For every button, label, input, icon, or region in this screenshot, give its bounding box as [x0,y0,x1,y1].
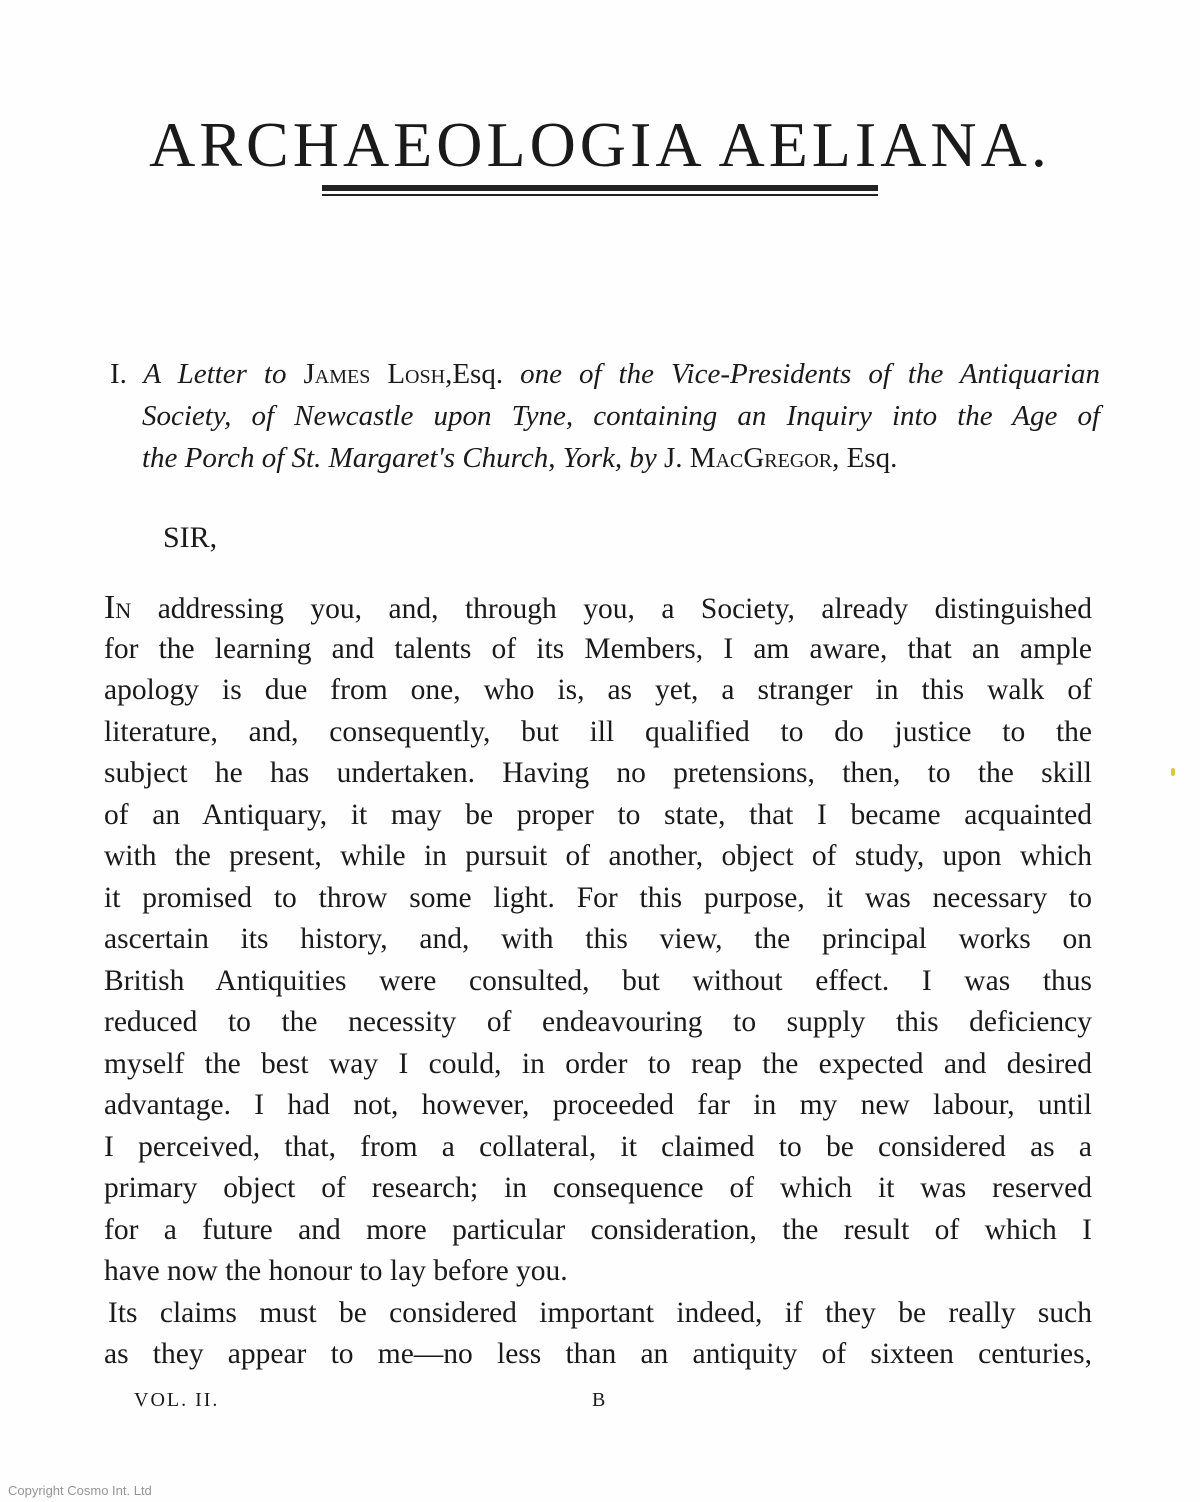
body-line: for the learning and talents of its Members, I am aware, that an ample [104,632,1092,665]
body-line: reduced to the necessity of endeavouring to supply this deficiency [104,1006,1092,1038]
body-line: Its claims must be considered important indeed, if they be really such [108,1296,1092,1329]
article-heading-line-1: I. A Letter to James Losh,Esq. one of the Vice-Presidents of the Antiquarian [110,358,1100,390]
body-line: subject he has undertaken. Having no pretensions, then, to the skill [104,757,1092,789]
body-line: advantage. I had not, however, proceeded far in my new labour, until [104,1089,1092,1121]
body-line: have now the honour to lay before you. [104,1255,568,1287]
journal-title: ARCHAEOLOGIA AELIANA. [149,109,1051,180]
body-line: of an Antiquary, it may be proper to state, that I became acquainted [104,798,1092,831]
letter-body [104,587,1092,1376]
article-number: I. [110,358,127,390]
article-heading [110,353,1100,479]
body-line: with the present, while in pursuit of another, object of study, upon which [104,840,1092,872]
article-heading-line-2: Society, of Newcastle upon Tyne, containing an Inquiry into the Age of [142,400,1100,432]
recipient-name: James Losh [303,358,446,390]
body-line: IN addressing you, and, through you, a Society, already distinguished [104,589,1092,626]
body-line: primary object of research; in consequence of which it was reserved [104,1172,1092,1204]
article-heading-line-3: the Porch of St. Margaret's Church, York, by J. MacGregor, Esq. [142,442,898,474]
copyright-watermark: Copyright Cosmo Int. Ltd [8,1483,152,1498]
body-line: ascertain its history, and, with this view, the principal works on [104,923,1092,955]
body-line: British Antiquities were consulted, but without effect. I was thus [104,964,1092,997]
body-line: for a future and more particular consideration, the result of which I [104,1213,1092,1246]
author-name: J. MacGregor [664,442,833,474]
paper-speck [1171,768,1175,776]
body-line: as they appear to me—no less than an antiquity of sixteen centuries, [104,1338,1092,1370]
body-line: myself the best way I could, in order to reap the expected and desired [104,1047,1092,1080]
body-line: apology is due from one, who is, as yet, a stranger in this walk of [104,674,1092,706]
body-line: literature, and, consequently, but ill qualified to do justice to the [104,715,1092,748]
salutation: SIR, [163,521,218,554]
body-line: it promised to throw some light. For this purpose, it was necessary to [104,881,1092,914]
signature-mark: B [592,1389,606,1411]
title-double-rule [322,185,878,197]
body-line: I perceived, that, from a collateral, it claimed to be considered as a [104,1130,1092,1163]
volume-footer: VOL. II. [134,1389,220,1411]
